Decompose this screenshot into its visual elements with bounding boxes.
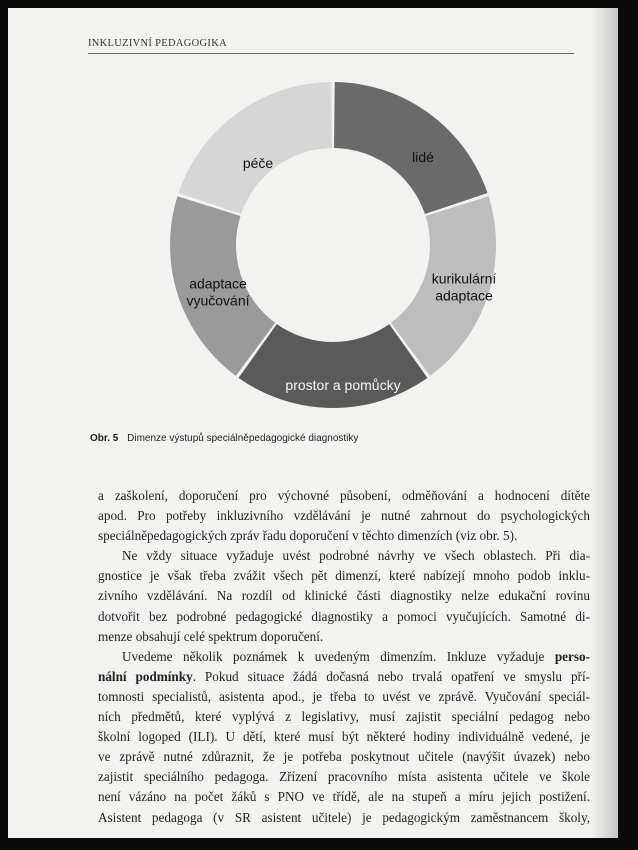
text-run: není vázáno na počet žáků s PNO ve třídě, ale na stupeň a míru jejich postižení. [98,789,590,805]
text-line [98,647,590,667]
text-run: gnostice je však třeba zvážit všech pět dimenzí, které nabízejí mnoho podob inklu- [98,568,590,584]
text-run: a zaškolení, doporučení pro výchovné působení, odměňování a hodnocení dítěte [98,488,590,503]
donut-segment-label: lidé [412,149,434,165]
text-run: menze obsahují celé spektrum doporučení. [98,628,324,644]
text-run: tomnosti specialistů, asistenta apod., je třeba to uvést ve zprávě. Vyučování speciál- [98,688,590,704]
text-line [98,566,590,586]
figure-caption [90,433,358,444]
text-run: Ne vždy situace vyžaduje uvést podrobné návrhy ve všech oblastech. Při dia- [122,548,590,564]
donut-segment-label: kurikulární adaptace [431,270,497,304]
book-page [8,8,618,838]
running-head: INKLUZIVNÍ PEDAGOGIKA [88,38,227,49]
donut-segment [239,324,428,408]
text-run: ve zprávě nutné zdůraznit, že je potřeba poskytnout učitele (navýšit úvazek) nebo [98,749,590,765]
bold-term: nální podmínky [98,668,193,684]
bold-term: perso- [554,648,590,664]
text-line [98,808,590,828]
text-line [98,607,590,627]
donut-segment-label: adaptace vyučování [186,275,250,309]
body-text [98,486,590,828]
figure-number: Obr. 5 [90,433,119,444]
text-run: . Pokud situace žádá dočasná nebo trvalá opatření ve smyslu pří- [192,668,590,684]
donut-diagram [8,8,618,438]
text-run: Asistent pedagoga (v SR asistent učitele) je pedagogickým zaměstnancem školy, [98,809,590,825]
donut-segment [179,82,332,214]
text-run: zivního vzdělávání. Na rozdíl od klinické části diagnostiky nelze edukační rovinu [98,588,590,604]
figure-caption-text: Dimenze výstupů speciálněpedagogické diagnostiky [127,433,359,444]
text-line [98,747,590,767]
text-line [98,707,590,727]
donut-segment-label: prostor a pomůcky [285,377,401,393]
text-line [98,667,590,687]
text-line [98,767,590,787]
text-line [98,506,590,526]
text-run: školní logoped (ILI). U dětí, které musí být některé hodiny individuálně vedené, je [98,729,590,745]
text-line [98,586,590,606]
text-line [98,687,590,707]
text-run: Uvedeme několik poznámek k uvedeným dimenzím. Inkluze vyžaduje [122,648,555,664]
donut-segment [334,82,487,214]
text-line [98,486,590,506]
text-run: apod. Pro potřeby inkluzivního vzdělávání je nutné zahrnout do psychologických [98,508,590,524]
text-run: dotvořit bez podrobné pedagogické diagnostiky a pomoci vyučujících. Samotné di- [98,608,590,624]
text-line [98,627,590,647]
donut-segment-label: péče [242,155,274,171]
text-line [98,727,590,747]
text-line [98,526,590,546]
text-line [98,787,590,807]
text-run: zajistit speciálního pedagoga. Zřízení pracovního místa asistenta učitele ve škole [98,769,590,785]
text-line [98,546,590,566]
text-run: speciálněpedagogických zpráv řadu doporučení v těchto dimenzích (viz obr. 5). [98,528,518,544]
text-run: ních předmětů, které vyplývá z legislativy, musí zajistit speciální pedagog nebo [98,709,590,725]
